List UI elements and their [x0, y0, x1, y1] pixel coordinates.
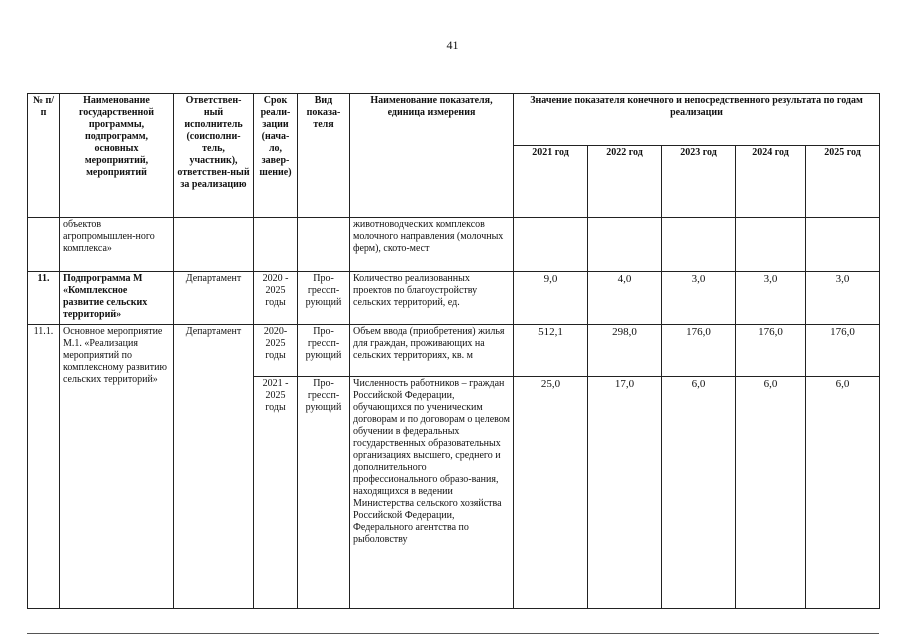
cell-type: Про-грессп-рующий: [298, 325, 350, 377]
cell-value-2021: 512,1: [514, 325, 588, 377]
cell-indicator: Численность работников – граждан Российской Федерации, обучающихся по ученическим договорам и по договорам о целевом обучении в федеральных государственных образовательных организациях высшего, среднего и дополнительного профессионального образо-вания, находящихся в ведении Министерства сельского хозяйства Российской Федерации, Федерального агентства по рыболовству: [350, 377, 514, 609]
cell-term: [254, 218, 298, 272]
header-responsible: Ответствен-ный исполнитель (соисполни-тель, участник), ответствен-ный за реализацию: [174, 94, 254, 218]
cell-value: [736, 218, 806, 272]
cell-type: Про-грессп-рующий: [298, 272, 350, 325]
header-indicator: Наименование показателя, единица измерения: [350, 94, 514, 218]
cell-value-2025: 3,0: [806, 272, 880, 325]
cell-responsible: Департамент: [174, 272, 254, 325]
cell-value-2021: 25,0: [514, 377, 588, 609]
cell-indicator: Количество реализованных проектов по благоустройству сельских территорий, ед.: [350, 272, 514, 325]
cell-value: [514, 218, 588, 272]
header-name: Наименование государственной программы, подпрограмм, основных мероприятий, мероприятий: [60, 94, 174, 218]
cell-num: 11.: [28, 272, 60, 325]
cell-value-2024: 176,0: [736, 325, 806, 377]
cell-value-2025: 6,0: [806, 377, 880, 609]
cell-value: [588, 218, 662, 272]
cell-value-2024: 6,0: [736, 377, 806, 609]
table-row: [28, 325, 880, 377]
cell-name: Подпрограмма М «Комплексное развитие сельских территорий»: [60, 272, 174, 325]
cell-value-2022: 17,0: [588, 377, 662, 609]
cell-value-2024: 3,0: [736, 272, 806, 325]
header-year-2023: 2023 год: [662, 146, 736, 218]
cell-term: 2020- 2025 годы: [254, 325, 298, 377]
cell-value-2023: 6,0: [662, 377, 736, 609]
cell-type: [298, 218, 350, 272]
cell-value-2021: 9,0: [514, 272, 588, 325]
cell-name: Основное мероприятие М.1. «Реализация мероприятий по комплексному развитию сельских территорий»: [60, 325, 174, 609]
header-year-2024: 2024 год: [736, 146, 806, 218]
cell-indicator: Объем ввода (приобретения) жилья для граждан, проживающих на сельских территориях, кв. м: [350, 325, 514, 377]
header-type: Вид показа-теля: [298, 94, 350, 218]
cell-num: [28, 218, 60, 272]
page-bottom-rule: [27, 633, 879, 634]
cell-term: 2021 - 2025 годы: [254, 377, 298, 609]
cell-value-2025: 176,0: [806, 325, 880, 377]
cell-value: [806, 218, 880, 272]
header-term: Срок реали-зации (нача-ло, завер-шение): [254, 94, 298, 218]
page-number: 41: [446, 38, 459, 52]
header-values-group: Значение показателя конечного и непосредственного результата по годам реализации: [514, 94, 880, 146]
cell-value: [662, 218, 736, 272]
header-year-2022: 2022 год: [588, 146, 662, 218]
table-row: [28, 272, 880, 325]
cell-indicator: животноводческих комплексов молочного направления (молочных ферм), ското-мест: [350, 218, 514, 272]
cell-value-2023: 3,0: [662, 272, 736, 325]
cell-name: объектов агропромышлен-ного комплекса»: [60, 218, 174, 272]
cell-value-2022: 298,0: [588, 325, 662, 377]
cell-responsible: [174, 218, 254, 272]
table-row: [28, 218, 880, 272]
header-year-2021: 2021 год: [514, 146, 588, 218]
cell-responsible: Департамент: [174, 325, 254, 609]
header-num: № п/п: [28, 94, 60, 218]
cell-value-2023: 176,0: [662, 325, 736, 377]
header-year-2025: 2025 год: [806, 146, 880, 218]
cell-num: 11.1.: [28, 325, 60, 609]
indicators-table: [27, 93, 880, 609]
cell-type: Про-грессп-рующий: [298, 377, 350, 609]
cell-term: 2020 - 2025 годы: [254, 272, 298, 325]
cell-value-2022: 4,0: [588, 272, 662, 325]
